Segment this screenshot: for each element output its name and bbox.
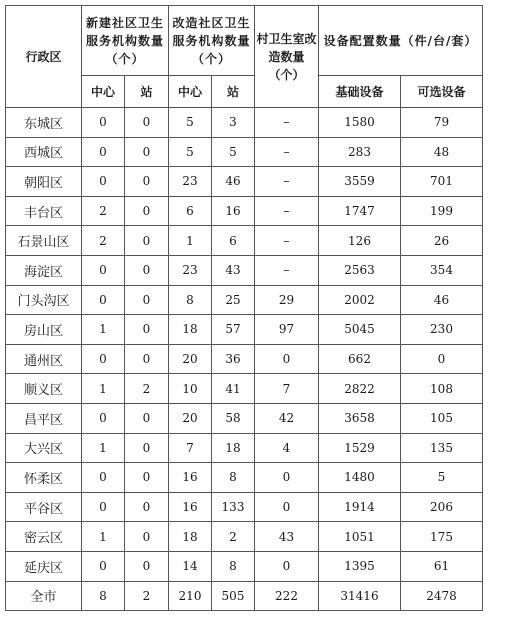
- header-new-center: 中心: [82, 76, 125, 108]
- facility-table: [5, 5, 483, 611]
- optional-equipment-cell: 2478: [401, 581, 483, 611]
- new-center-cell: 0: [82, 403, 125, 433]
- basic-equipment-cell: 31416: [319, 581, 401, 611]
- total-row: [6, 581, 483, 611]
- header-village: 村卫生室改造数量（个）: [255, 6, 319, 108]
- basic-equipment-cell: 1914: [319, 492, 401, 522]
- optional-equipment-cell: 701: [401, 167, 483, 197]
- header-optional-equipment: 可选设备: [401, 76, 483, 108]
- ren-station-cell: 25: [212, 285, 255, 315]
- village-cell: 4: [255, 433, 319, 463]
- header-equipment: 设备配置数量（件/台/套）: [319, 6, 483, 76]
- ren-center-cell: 16: [169, 492, 212, 522]
- ren-station-cell: 6: [212, 226, 255, 256]
- district-cell: 大兴区: [6, 433, 82, 463]
- district-cell: 房山区: [6, 315, 82, 345]
- table-row: [6, 463, 483, 493]
- header-new-community: 新建社区卫生服务机构数量（个）: [82, 6, 169, 76]
- district-cell: 怀柔区: [6, 463, 82, 493]
- district-cell: 东城区: [6, 108, 82, 138]
- optional-equipment-cell: 354: [401, 255, 483, 285]
- basic-equipment-cell: 2002: [319, 285, 401, 315]
- ren-center-cell: 20: [169, 403, 212, 433]
- header-ren-station: 站: [212, 76, 255, 108]
- ren-center-cell: 16: [169, 463, 212, 493]
- ren-station-cell: 2: [212, 522, 255, 552]
- new-center-cell: 1: [82, 315, 125, 345]
- basic-equipment-cell: 1747: [319, 196, 401, 226]
- new-center-cell: 2: [82, 226, 125, 256]
- header-district: 行政区: [6, 6, 82, 108]
- ren-station-cell: 36: [212, 344, 255, 374]
- new-station-cell: 2: [125, 581, 169, 611]
- new-station-cell: 0: [125, 255, 169, 285]
- new-center-cell: 0: [82, 551, 125, 581]
- village-cell: 0: [255, 492, 319, 522]
- village-cell: 29: [255, 285, 319, 315]
- district-cell: 西城区: [6, 137, 82, 167]
- basic-equipment-cell: 126: [319, 226, 401, 256]
- table-container: [5, 5, 483, 611]
- ren-station-cell: 46: [212, 167, 255, 197]
- new-center-cell: 1: [82, 522, 125, 552]
- new-station-cell: 0: [125, 344, 169, 374]
- village-cell: 7: [255, 374, 319, 404]
- header-renovate-community: 改造社区卫生服务机构数量（个）: [169, 6, 255, 76]
- new-station-cell: 0: [125, 463, 169, 493]
- ren-station-cell: 41: [212, 374, 255, 404]
- district-cell: 石景山区: [6, 226, 82, 256]
- new-center-cell: 0: [82, 108, 125, 138]
- optional-equipment-cell: 135: [401, 433, 483, 463]
- ren-center-cell: 23: [169, 167, 212, 197]
- ren-center-cell: 5: [169, 108, 212, 138]
- district-cell: 平谷区: [6, 492, 82, 522]
- new-station-cell: 2: [125, 374, 169, 404]
- ren-station-cell: 8: [212, 551, 255, 581]
- table-row: [6, 108, 483, 138]
- village-cell: –: [255, 137, 319, 167]
- basic-equipment-cell: 1580: [319, 108, 401, 138]
- basic-equipment-cell: 3559: [319, 167, 401, 197]
- table-row: [6, 433, 483, 463]
- new-station-cell: 0: [125, 522, 169, 552]
- basic-equipment-cell: 1529: [319, 433, 401, 463]
- village-cell: 42: [255, 403, 319, 433]
- ren-station-cell: 18: [212, 433, 255, 463]
- basic-equipment-cell: 283: [319, 137, 401, 167]
- optional-equipment-cell: 5: [401, 463, 483, 493]
- header-new-station: 站: [125, 76, 169, 108]
- table-row: [6, 492, 483, 522]
- district-cell: 门头沟区: [6, 285, 82, 315]
- new-center-cell: 1: [82, 374, 125, 404]
- new-center-cell: 0: [82, 255, 125, 285]
- village-cell: 43: [255, 522, 319, 552]
- optional-equipment-cell: 105: [401, 403, 483, 433]
- header-basic-equipment: 基础设备: [319, 76, 401, 108]
- table-row: [6, 167, 483, 197]
- new-station-cell: 0: [125, 315, 169, 345]
- village-cell: –: [255, 108, 319, 138]
- ren-center-cell: 18: [169, 315, 212, 345]
- village-cell: 0: [255, 344, 319, 374]
- ren-center-cell: 20: [169, 344, 212, 374]
- district-cell: 丰台区: [6, 196, 82, 226]
- optional-equipment-cell: 206: [401, 492, 483, 522]
- ren-station-cell: 57: [212, 315, 255, 345]
- header-ren-center: 中心: [169, 76, 212, 108]
- new-center-cell: 0: [82, 137, 125, 167]
- table-body: [6, 108, 483, 611]
- table-row: [6, 344, 483, 374]
- village-cell: –: [255, 167, 319, 197]
- optional-equipment-cell: 48: [401, 137, 483, 167]
- new-station-cell: 0: [125, 226, 169, 256]
- ren-station-cell: 43: [212, 255, 255, 285]
- new-station-cell: 0: [125, 285, 169, 315]
- district-cell: 海淀区: [6, 255, 82, 285]
- new-center-cell: 8: [82, 581, 125, 611]
- village-cell: 0: [255, 463, 319, 493]
- village-cell: 222: [255, 581, 319, 611]
- village-cell: –: [255, 226, 319, 256]
- new-station-cell: 0: [125, 492, 169, 522]
- ren-center-cell: 7: [169, 433, 212, 463]
- optional-equipment-cell: 230: [401, 315, 483, 345]
- ren-station-cell: 8: [212, 463, 255, 493]
- basic-equipment-cell: 3658: [319, 403, 401, 433]
- village-cell: –: [255, 196, 319, 226]
- ren-station-cell: 505: [212, 581, 255, 611]
- district-cell: 通州区: [6, 344, 82, 374]
- table-row: [6, 522, 483, 552]
- optional-equipment-cell: 175: [401, 522, 483, 552]
- optional-equipment-cell: 26: [401, 226, 483, 256]
- basic-equipment-cell: 1395: [319, 551, 401, 581]
- ren-center-cell: 14: [169, 551, 212, 581]
- village-cell: 0: [255, 551, 319, 581]
- new-station-cell: 0: [125, 167, 169, 197]
- ren-center-cell: 1: [169, 226, 212, 256]
- table-row: [6, 255, 483, 285]
- ren-center-cell: 6: [169, 196, 212, 226]
- new-center-cell: 1: [82, 433, 125, 463]
- basic-equipment-cell: 1051: [319, 522, 401, 552]
- district-cell: 顺义区: [6, 374, 82, 404]
- village-cell: 97: [255, 315, 319, 345]
- table-row: [6, 315, 483, 345]
- district-cell: 朝阳区: [6, 167, 82, 197]
- optional-equipment-cell: 0: [401, 344, 483, 374]
- new-center-cell: 2: [82, 196, 125, 226]
- table-row: [6, 551, 483, 581]
- ren-station-cell: 16: [212, 196, 255, 226]
- new-station-cell: 0: [125, 137, 169, 167]
- new-center-cell: 0: [82, 285, 125, 315]
- basic-equipment-cell: 662: [319, 344, 401, 374]
- new-center-cell: 0: [82, 463, 125, 493]
- district-cell: 全市: [6, 581, 82, 611]
- district-cell: 密云区: [6, 522, 82, 552]
- table-row: [6, 196, 483, 226]
- new-center-cell: 0: [82, 344, 125, 374]
- ren-center-cell: 10: [169, 374, 212, 404]
- optional-equipment-cell: 61: [401, 551, 483, 581]
- table-row: [6, 137, 483, 167]
- new-station-cell: 0: [125, 551, 169, 581]
- new-station-cell: 0: [125, 433, 169, 463]
- ren-center-cell: 23: [169, 255, 212, 285]
- new-station-cell: 0: [125, 108, 169, 138]
- optional-equipment-cell: 108: [401, 374, 483, 404]
- basic-equipment-cell: 5045: [319, 315, 401, 345]
- ren-center-cell: 5: [169, 137, 212, 167]
- new-center-cell: 0: [82, 492, 125, 522]
- table-row: [6, 403, 483, 433]
- ren-station-cell: 5: [212, 137, 255, 167]
- basic-equipment-cell: 2822: [319, 374, 401, 404]
- table-row: [6, 226, 483, 256]
- ren-station-cell: 58: [212, 403, 255, 433]
- new-station-cell: 0: [125, 403, 169, 433]
- ren-center-cell: 18: [169, 522, 212, 552]
- optional-equipment-cell: 79: [401, 108, 483, 138]
- basic-equipment-cell: 2563: [319, 255, 401, 285]
- basic-equipment-cell: 1480: [319, 463, 401, 493]
- optional-equipment-cell: 46: [401, 285, 483, 315]
- table-row: [6, 285, 483, 315]
- district-cell: 昌平区: [6, 403, 82, 433]
- village-cell: –: [255, 255, 319, 285]
- new-station-cell: 0: [125, 196, 169, 226]
- ren-center-cell: 210: [169, 581, 212, 611]
- ren-station-cell: 133: [212, 492, 255, 522]
- table-row: [6, 374, 483, 404]
- ren-station-cell: 3: [212, 108, 255, 138]
- ren-center-cell: 8: [169, 285, 212, 315]
- optional-equipment-cell: 199: [401, 196, 483, 226]
- new-center-cell: 0: [82, 167, 125, 197]
- district-cell: 延庆区: [6, 551, 82, 581]
